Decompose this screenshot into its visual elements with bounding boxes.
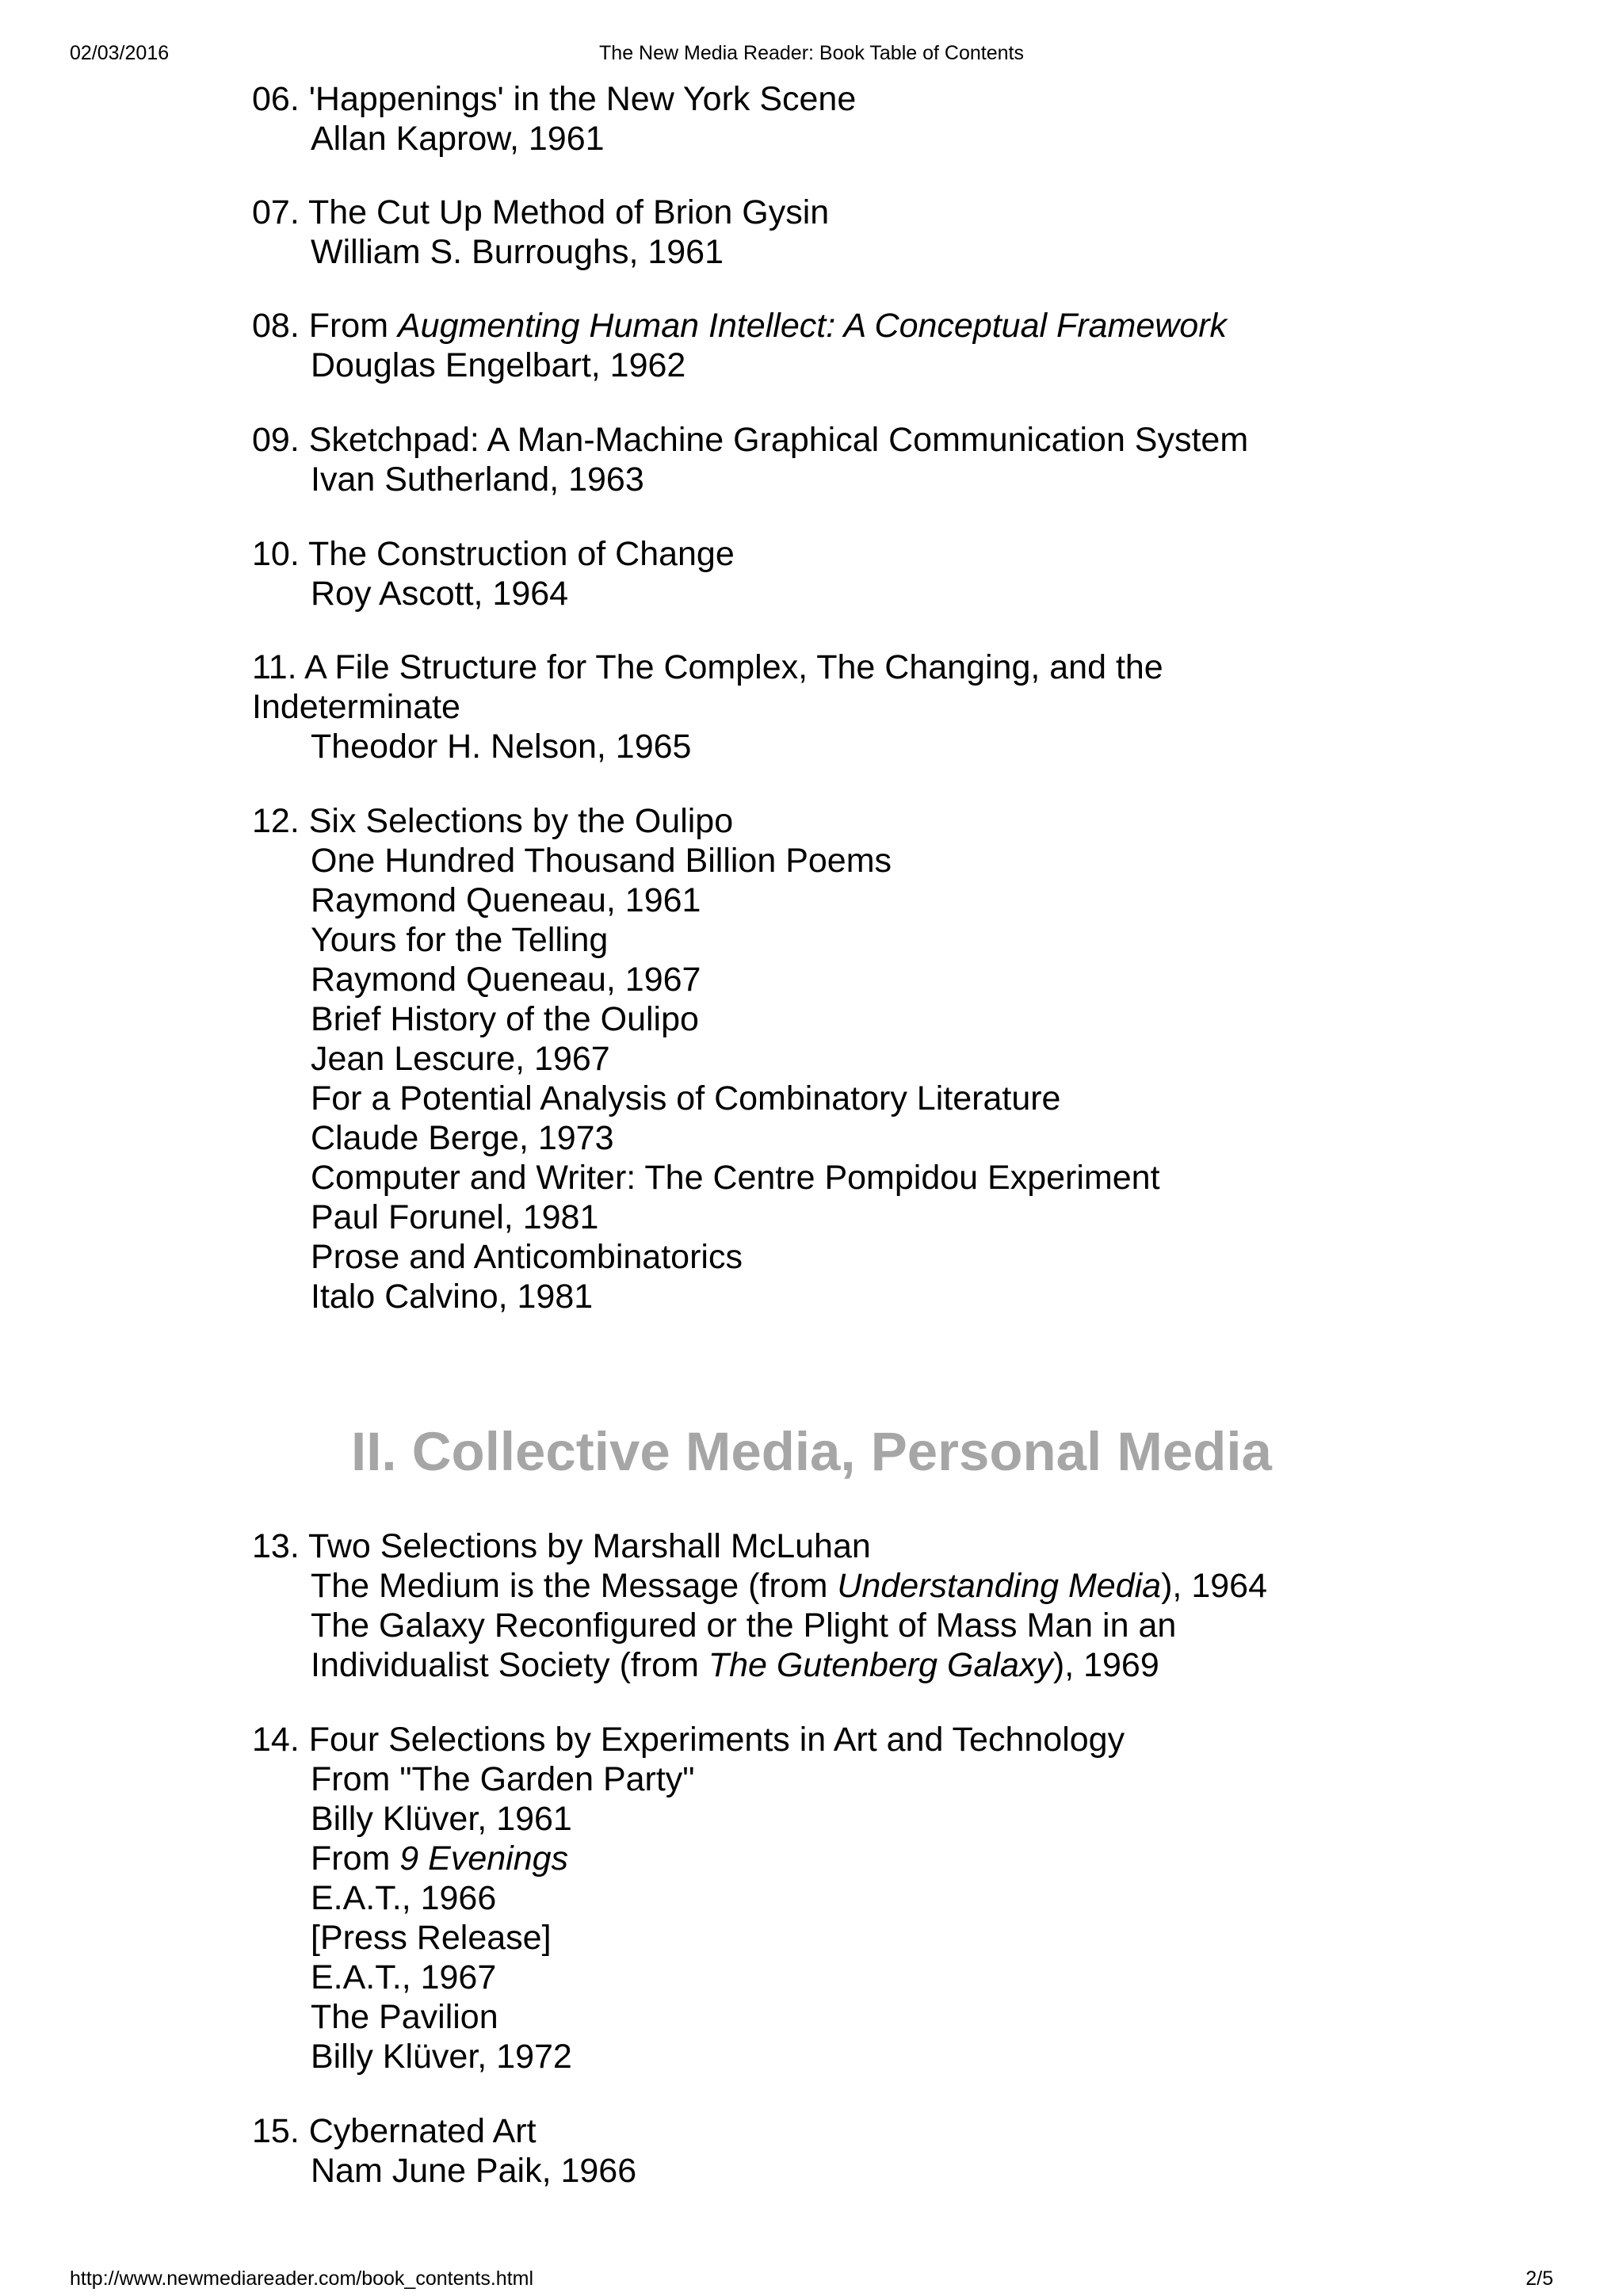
entry-13-item-1-b: ), 1964 — [1161, 1567, 1267, 1605]
page-title: The New Media Reader: Book Table of Contents — [599, 42, 1024, 64]
entry-13-item-3-a: Individualist Society (from — [311, 1646, 708, 1684]
entry-13-item-3-book: The Gutenberg Galaxy — [708, 1646, 1053, 1684]
entry-14-item: Billy Klüver, 1961 — [311, 1800, 572, 1838]
entry-09-title: 09. Sketchpad: A Man-Machine Graphical Communication System — [252, 421, 1249, 459]
page-url: http://www.newmediareader.com/book_contents.html — [70, 2267, 534, 2290]
entry-06-author: Allan Kaprow, 1961 — [311, 120, 605, 158]
entry-14-item: E.A.T., 1967 — [311, 1958, 497, 1996]
entry-14-item: [Press Release] — [311, 1919, 552, 1957]
entry-13-title: 13. Two Selections by Marshall McLuhan — [252, 1527, 871, 1565]
entry-06-title: 06. 'Happenings' in the New York Scene — [252, 80, 857, 118]
entry-12-item: Raymond Queneau, 1961 — [311, 881, 701, 919]
entry-09-author: Ivan Sutherland, 1963 — [311, 460, 644, 499]
entry-14-item: The Pavilion — [311, 1998, 498, 2036]
entry-12-item: Computer and Writer: The Centre Pompidou Experiment — [311, 1159, 1160, 1197]
entry-08-title — [252, 306, 1227, 346]
page-number: 2/5 — [1526, 2267, 1553, 2290]
entry-07-author: William S. Burroughs, 1961 — [311, 233, 724, 271]
entry-14-item-prefix: From — [311, 1839, 400, 1878]
entry-10-author: Roy Ascott, 1964 — [311, 575, 569, 613]
entry-11-author: Theodor H. Nelson, 1965 — [311, 728, 692, 766]
entry-12-item: Paul Forunel, 1981 — [311, 1198, 599, 1236]
entry-14-title: 14. Four Selections by Experiments in Art and Technology — [252, 1721, 1125, 1759]
entry-11-title-line2: Indeterminate — [252, 688, 460, 726]
entry-15-title: 15. Cybernated Art — [252, 2112, 537, 2150]
entry-13-item-3-b: ), 1969 — [1052, 1646, 1159, 1684]
entry-13-item-3 — [311, 1645, 1159, 1685]
entry-12-item: Prose and Anticombinatorics — [311, 1238, 743, 1276]
entry-08-book-title: Augmenting Human Intellect: A Conceptual Framework — [398, 307, 1228, 345]
entry-07-title: 07. The Cut Up Method of Brion Gysin — [252, 193, 830, 231]
entry-12-item: For a Potential Analysis of Combinatory Literature — [311, 1079, 1061, 1117]
entry-12-item: Brief History of the Oulipo — [311, 1000, 699, 1038]
entry-11-title-line1: 11. A File Structure for The Complex, The Changing, and the — [252, 648, 1163, 686]
entry-13-item-2: The Galaxy Reconfigured or the Plight of Mass Man in an — [311, 1606, 1177, 1645]
entry-12-item: Italo Calvino, 1981 — [311, 1278, 594, 1316]
entry-08-author: Douglas Engelbart, 1962 — [311, 346, 686, 384]
entry-13-item-1-book: Understanding Media — [837, 1567, 1162, 1605]
entry-14-item: E.A.T., 1966 — [311, 1879, 497, 1917]
entry-12-item: Raymond Queneau, 1967 — [311, 961, 701, 999]
entry-14-item: Billy Klüver, 1972 — [311, 2038, 572, 2076]
section-heading: II. Collective Media, Personal Media — [351, 1421, 1272, 1482]
entry-12-item: One Hundred Thousand Billion Poems — [311, 842, 892, 880]
entry-12-item: Yours for the Telling — [311, 921, 609, 959]
entry-08-prefix: 08. From — [252, 307, 398, 345]
entry-12-item: Claude Berge, 1973 — [311, 1119, 614, 1157]
entry-14-item-work: 9 Evenings — [399, 1839, 569, 1878]
entry-15-author: Nam June Paik, 1966 — [311, 2152, 637, 2190]
entry-14-item — [311, 1839, 568, 1878]
entry-13-item-1 — [311, 1566, 1267, 1606]
print-date: 02/03/2016 — [70, 42, 170, 64]
entry-12-item: Jean Lescure, 1967 — [311, 1040, 610, 1078]
entry-10-title: 10. The Construction of Change — [252, 535, 735, 573]
entry-12-title: 12. Six Selections by the Oulipo — [252, 802, 734, 840]
entry-13-item-1-a: The Medium is the Message (from — [311, 1567, 838, 1605]
entry-14-item: From "The Garden Party" — [311, 1760, 695, 1798]
